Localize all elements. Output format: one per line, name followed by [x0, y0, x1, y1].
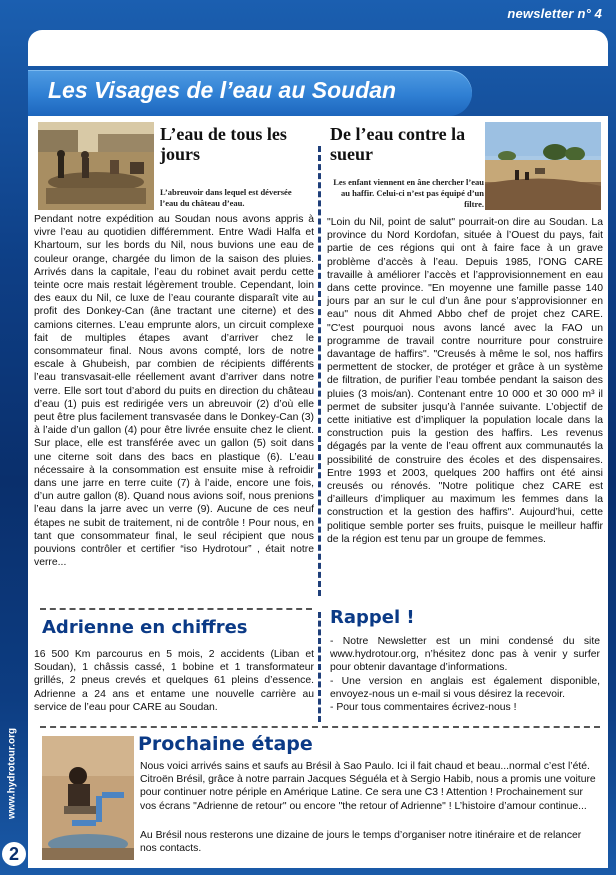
newsletter-label: newsletter n° — [507, 6, 592, 21]
sidebar-url — [2, 716, 16, 836]
left-article-caption: L’abreuvoir dans lequel est déversée l’eau du château d’eau. — [160, 187, 292, 208]
issue-number: 4 — [594, 6, 602, 21]
newsletter-issue-label — [507, 6, 602, 21]
prochaine-title: Prochaine étape — [138, 733, 313, 755]
site-url: www.hydrotour.org — [6, 727, 18, 820]
section-divider-top — [40, 608, 312, 610]
page-title: Les Visages de l’eau au Soudan — [48, 77, 397, 103]
rappel-title: Rappel ! — [330, 607, 415, 628]
right-article-caption: Les enfant viennent en âne chercher l’eau au haffir. Celui-ci n’est pas équipé d’un filtre. — [333, 177, 484, 209]
haffir-photo — [485, 122, 601, 210]
rappel-line: - Notre Newsletter est un mini condensé du site www.hydrotour.org, n’hésitez donc pas à venir y surfer pour obtenir davantage d’informations. — [330, 636, 600, 674]
water-trough-photo — [38, 122, 154, 210]
chiffres-body: 16 500 Km parcourus en 5 mois, 2 accidents (Liban et Soudan), 1 châssis cassé, 1 bobine et 1 transformateur grillés, 2 pneus crevés et quelques 61 pleins d’essence. Adrienne a 24 ans et entame une nouvelle carrière au service de l’eau pour CARE au Soudan. — [34, 649, 314, 713]
chiffres-title: Adrienne en chiffres — [42, 617, 248, 638]
water-pump-photo — [42, 736, 134, 860]
rappel-line: - Pour tous commentaires écrivez-nous ! — [330, 702, 517, 714]
right-article-body: "Loin du Nil, point de salut" pourrait-on dire au Soudan. La province du Nord Kordofan, située à l’Ouest du pays, fait partie de ces régions qui ont à faire face à un grave problème d’accès à l’eau. Depuis 1985, l’ONG CARE travaille à améliorer l’accès et l’approvisionnement en eau dans cette province. "En moyenne une famille passe 140 jours par an sur le cul d’un âne pour s’approvisionner en eau" nous dit Ahmed Abbo chef de projet chez CARE. "C'est pourquoi nous avons lancé avec la FAO un programme de travail contre nourriture pour construire davantage de haffirs". "Creusés à même le sol, nos haffirs permettent de stocker, de protéger et grâce à un système de filtration, de purifier l’eau tombée pendant la saison des pluies (3 mois/an). Contenant entre 10 000 et 30 000 m³ il permet de subsiter jusqu’à l’année suivante. L’objectif de cette initiative est d’impliquer la population locale dans la construction puis la gestion des haffirs. Les revenus dégagés par la vente de l’eau offrent aux communautés la possibilité de construire des écoles et des dispensaires. Entre 1993 et 2003, quelques 200 haffirs ont été ainsi creusés ou rénovés. "Notre politique chez CARE est d’ailleurs d’impliquer au maximum les femmes dans la construction et la gestion des haffirs". Aujourd’hui, cette politique semble porter ses fruits, puisque le meilleur haffir de la région est tenu par un groupe de femmes. — [327, 217, 603, 545]
left-article-body: Pendant notre expédition au Soudan nous avons appris à vivre l’eau au quotidien différemment. Entre Wadi Halfa et Khartoum, sur les bords du Nil, nous buvions une eau de couleur orange, chargée du limon de la saison des pluies. Arrivés dans la capitale, l’eau du robinet avait perdu cette teinte ocre mais restait légèrement trouble. Cependant, loin des eaux du Nil, ce luxe de l’eau courante disparaît vite au profit des Donkey-Can (âne tractant une citerne) et des camions citernes. L’eau emprunte alors, un circuit complexe fait de multiples étapes avant d’arriver chez le consommateur final. Nous avons compté, lors de notre escale à Ghubeish, par combien de récipients différents l’eau transvasait-elle réellement avant d’arriver dans notre verre. Elle sort tout d’abord du puits en direction du château d’eau (1) puis est redirigée vers un abreuvoir (2) d’où elle peut être plus facilement transvasée dans le Donkey-Can (3) à l’aide d’un gallon (4) pour être livrée ensuite chez le client. Sur place, elle est transférée avec un gallon (5) soit dans une citerne soit dans des bacs en plastique (6). L’eau nécessaire à la consommation est ensuite mise à refroidir dans une jarre en terre cuite (7) à l’aide, encore une fois, d’un autre gallon (8). Quand nous avions soif, nous prenions l’eau dans la jarre avec un verre (9). Aucune de ces neuf étapes ne subit de traitement, ni de contrôle ! Pour nous, en tant que consommateur final, le seul récipient que nous pouvions contrôler et certifier “iso Hydrotour” , était notre verre... — [34, 214, 314, 569]
section-divider-bottom — [40, 726, 600, 728]
rappel-list — [330, 635, 600, 714]
page-number: 2 — [2, 842, 26, 866]
right-article-title: De l’eau contre la sueur — [330, 124, 466, 164]
top-white-bar — [28, 30, 608, 66]
rappel-line: - Une version en anglais est également disponible, envoyez-nous un e-mail si vous désirez la recevoir. — [330, 675, 600, 700]
left-article-title: L’eau de tous les jours — [160, 124, 287, 164]
middle-column-separator — [318, 612, 321, 722]
column-separator — [318, 146, 321, 596]
prochaine-body: Nous voici arrivés sains et saufs au Brésil à Sao Paulo. Ici il fait chaud et beau...normal c’est l’été. Citroën Brésil, grâce à notre parrain Jacques Séguéla et à Sergio Habib, nous a promis une voiture pour continuer notre périple en Amérique Latine. Ce sera une C3 ! Attention ! Prochainement sur vos écrans "Adrienne de retour" ou encore "the retour of Adrienne" ! L’histoire d’amour continue... — [140, 761, 596, 812]
prochaine-body-2: Au Brésil nous resterons une dizaine de jours le temps d’organiser notre itinéraire et de relancer nos contacts. — [140, 830, 582, 855]
